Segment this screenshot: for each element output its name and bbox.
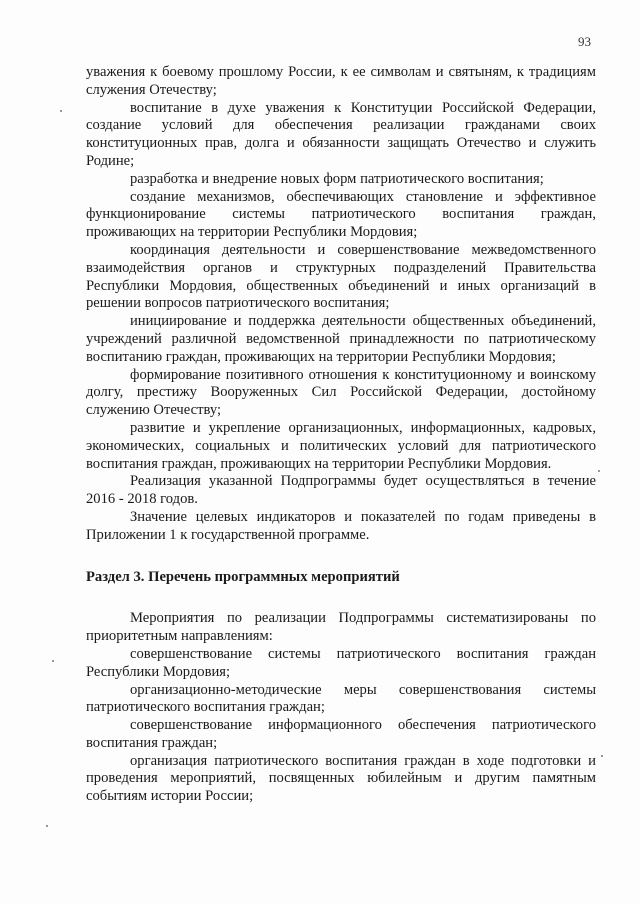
paragraph: создание механизмов, обеспечивающих становление и эффективное функционирование системы патриотического воспитания граждан, проживающих на территории Республики Мордовия;: [86, 188, 596, 241]
section-heading: Раздел 3. Перечень программных мероприятий: [86, 568, 400, 585]
scan-speck: [46, 825, 48, 827]
scan-speck: [60, 110, 62, 112]
paragraph: координация деятельности и совершенствование межведомственного взаимодействия органов и структурных подразделений Правительства Республики Мордовия, общественных объединений и иных организаций в решении вопросов патриотического воспитания;: [86, 241, 596, 312]
scan-speck: [598, 470, 600, 472]
paragraph-continuation: уважения к боевому прошлому России, к ее символам и святыням, к традициям служения Отечеству;: [86, 64, 596, 98]
paragraph: Значение целевых индикаторов и показателей по годам приведены в Приложении 1 к государственной программе.: [86, 508, 596, 543]
paragraph: организация патриотического воспитания граждан в ходе подготовки и проведения мероприятий, посвященных юбилейным и другим памятным событиям истории России;: [86, 752, 596, 805]
paragraph: организационно-методические меры совершенствования системы патриотического воспитания граждан;: [86, 681, 596, 716]
paragraph: развитие и укрепление организационных, информационных, кадровых, экономических, социальных и политических условий для патриотического воспитания граждан, проживающих на территории Республики Мордовия.: [86, 419, 596, 472]
paragraph: совершенствование информационного обеспечения патриотического воспитания граждан;: [86, 717, 596, 751]
paragraph: формирование позитивного отношения к конституционному и воинскому долгу, престижу Вооруженных Сил Российской Федерации, достойному служению Отечеству;: [86, 366, 596, 419]
paragraph: Реализация указанной Подпрограммы будет осуществляться в течение 2016 - 2018 годов.: [86, 473, 596, 508]
page-number: 93: [578, 34, 591, 49]
paragraph: инициирование и поддержка деятельности общественных объединений, учреждений различной ведомственной принадлежности по патриотическому воспитанию граждан, проживающих на территории Республики Мордовия;: [86, 313, 596, 365]
scan-speck: [601, 755, 603, 757]
paragraph: воспитание в духе уважения к Конституции Российской Федерации, создание условий для обеспечения реализации гражданами своих конституционных прав, долга и обязанности защищать Отечество и служить Родине;: [86, 99, 596, 169]
paragraph: Мероприятия по реализации Подпрограммы систематизированы по приоритетным направлениям:: [86, 610, 596, 645]
paragraph: разработка и внедрение новых форм патриотического воспитания;: [130, 170, 544, 187]
page-body: [86, 64, 596, 806]
paragraph: совершенствование системы патриотического воспитания граждан Республики Мордовия;: [86, 645, 596, 680]
scan-speck: [52, 660, 54, 662]
